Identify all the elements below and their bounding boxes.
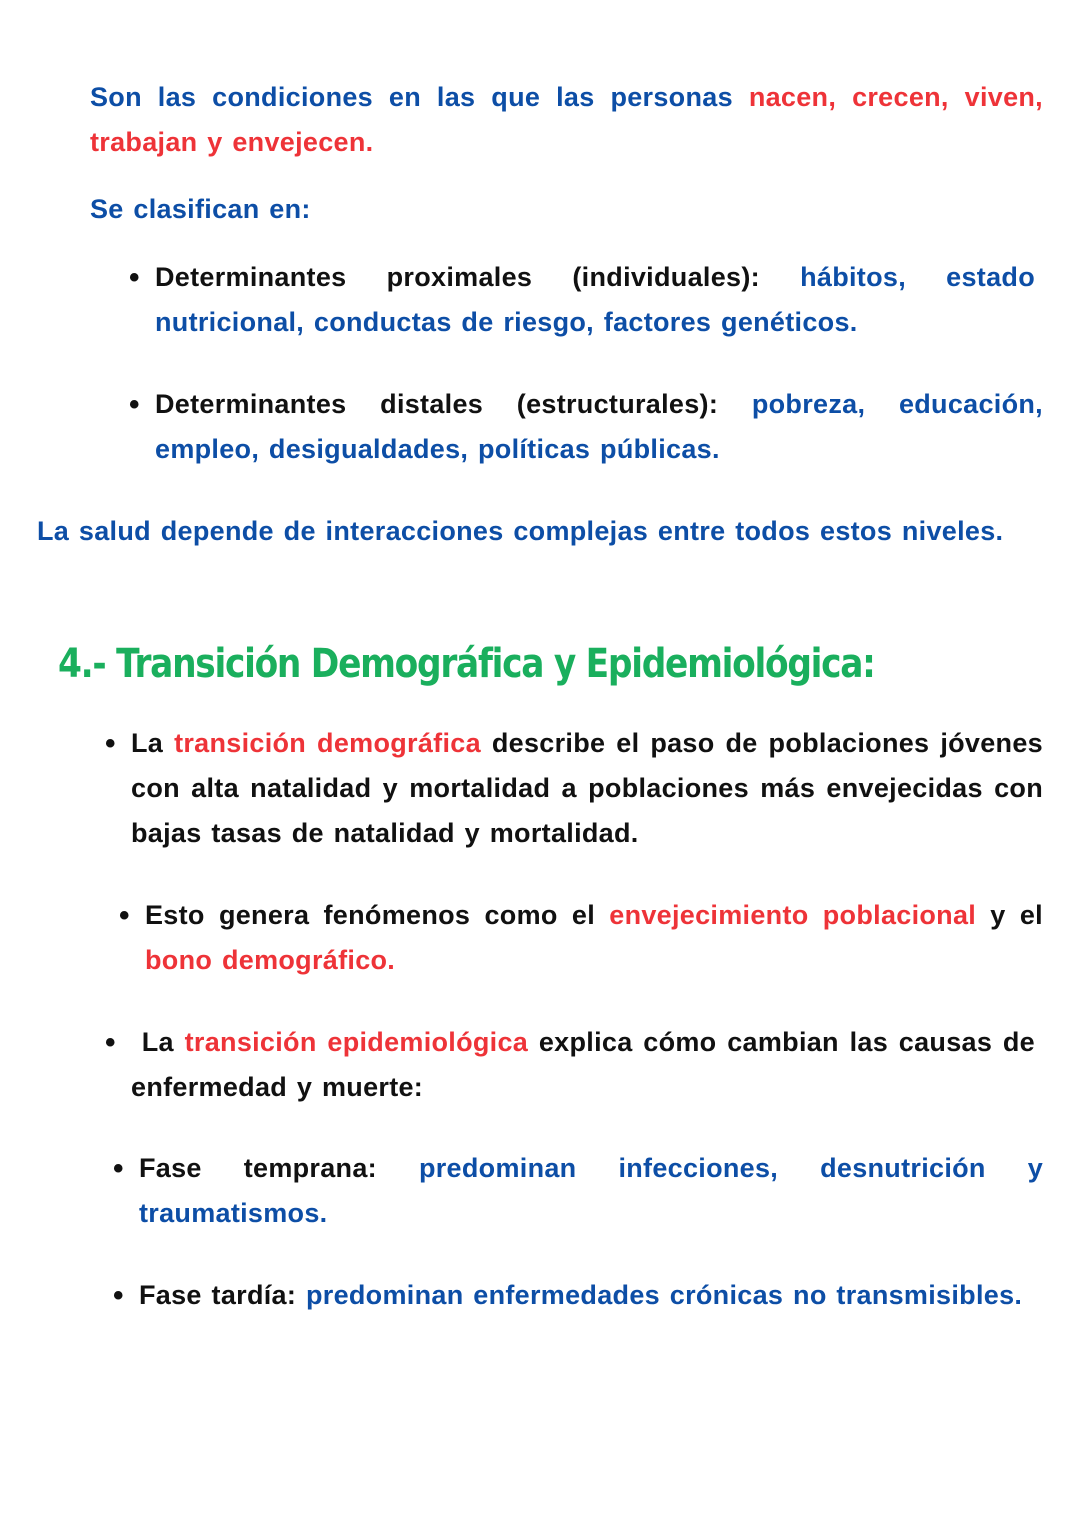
bullet-early-phase [139,1146,1043,1236]
highlighted-text-segment: predominan enfermedades crónicas no transmisibles. [305,1280,1023,1310]
highlighted-text-segment: La salud depende de interacciones complejas entre todos estos niveles. [37,516,1004,546]
text-segment: explica cómo cambian las causas de enfermedad y muerte: [131,1027,1045,1102]
bullet-proximal [155,255,1035,345]
text-segment: Determinantes proximales (individuales): [155,262,801,292]
highlighted-text-segment: envejecimiento poblacional [609,900,977,930]
intro-paragraph [90,75,1043,165]
highlighted-text-segment: transición epidemiológica [184,1027,529,1057]
highlighted-text-segment: transición demográfica [174,728,481,758]
highlighted-text-segment: predominan infecciones, desnutrición y traumatismos. [139,1153,1044,1228]
highlighted-text-segment: bono demográfico. [145,945,396,975]
classification-label [90,187,1043,232]
highlighted-text-segment: nacen, crecen, viven, trabajan y envejecen. [90,82,1043,157]
bullet-late-phase [139,1273,1043,1318]
text-segment: y el [976,900,1043,930]
text-segment: describe el paso de poblaciones jóvenes con alta natalidad y mortalidad a poblaciones más envejecidas con bajas tasas de natalidad y mortalidad. [131,728,1043,848]
text-segment: La [131,1027,185,1057]
text-segment: Esto genera fenómenos como el [145,900,610,930]
section-heading: 4.- Transición Demográfica y Epidemiológica: [58,641,875,687]
health-paragraph [37,509,1043,554]
text-segment: Fase temprana: [139,1153,419,1183]
text-segment: La [131,728,175,758]
bullet-epidemiological [131,1020,1045,1110]
bullet-demographic [131,721,1043,856]
bullet-phenomena [145,893,1043,983]
text-segment: Determinantes distales (estructurales): [155,389,752,419]
highlighted-text-segment: hábitos, estado nutricional, conductas de riesgo, factores genéticos. [155,262,1036,337]
highlighted-text-segment: pobreza, educación, empleo, desigualdades, políticas públicas. [155,389,1043,464]
bullet-distal [155,382,1043,472]
highlighted-text-segment: Son las condiciones en las que las personas [90,82,749,112]
text-segment: Fase tardía: [139,1280,306,1310]
highlighted-text-segment: Se clasifican en: [90,194,311,224]
